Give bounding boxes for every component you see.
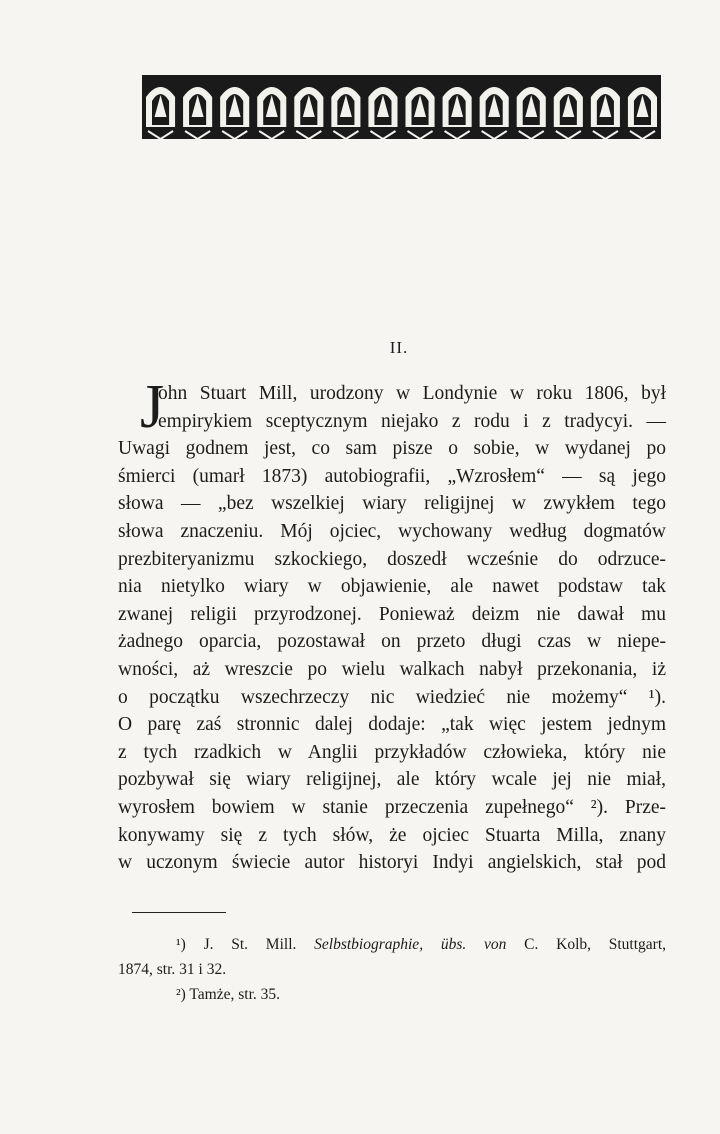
body-line: żadnego oparcia, pozostawał on przeto długi czas w niepe- [118, 631, 666, 653]
footnote-1-continued: 1874, str. 31 i 32. [118, 961, 227, 978]
body-line: zwanej religii przyrodzonej. Ponieważ deizm nie dawał mu [118, 603, 666, 625]
chapter-number: II. [389, 338, 409, 357]
footnote-separator [132, 912, 226, 913]
footnote-publisher: C. Kolb, Stuttgart, [524, 936, 667, 953]
body-line: Uwagi godnem jest, co sam pisze o sobie, w wydanej po [118, 438, 666, 460]
body-line: słowa — „bez wszelkiej wiary religijnej w zwykłem tego [118, 493, 666, 515]
body-line: konywamy się z tych słów, że ojciec Stuarta Milla, znany [118, 824, 666, 846]
body-line: w uczonym świecie autor historyi Indyi angielskich, stał pod [118, 852, 666, 874]
body-line: śmierci (umarł 1873) autobiografii, „Wzrosłem“ — są jego [118, 465, 666, 487]
footnote-1 [118, 932, 666, 957]
footnote-author: J. St. Mill. [203, 936, 297, 953]
body-line: z tych rzadkich w Anglii przykładów człowieka, który nie [118, 741, 666, 763]
body-line: prezbiteryanizmu szkockiego, doszedł wcześnie do odrzuce- [118, 548, 666, 570]
decorative-border-ornament [142, 75, 661, 139]
body-line: ohn Stuart Mill, urodzony w Londynie w roku 1806, był [158, 383, 666, 404]
body-line: O parę zaś stronnic dalej dodaje: „tak więc jestem jednym [118, 714, 666, 736]
footnote-translator-note: übs. von [440, 936, 507, 953]
body-line: empirykiem sceptycznym niejako z rodu i z tradycyi. — [158, 410, 666, 432]
body-line: o początku wszechrzeczy nic wiedzieć nie możemy“ ¹). [118, 686, 666, 708]
body-line: wności, aż wreszcie po wielu walkach nabył przekonania, iż [118, 658, 666, 680]
body-line: słowa znaczeniu. Mój ojciec, wychowany według dogmatów [118, 520, 666, 542]
footnote-text: Tamże, str. 35. [189, 986, 281, 1003]
footnote-marker: ²) [176, 986, 186, 1003]
footnotes [118, 932, 666, 1007]
body-line: nia nietylko wiary w objawienie, ale nawet podstaw tak [118, 576, 666, 598]
footnote-marker: ¹) [176, 936, 186, 953]
body-line: wyrosłem bowiem w stanie przeczenia zupełnego“ ²). Prze- [118, 796, 666, 818]
drop-cap-letter: J [140, 373, 165, 441]
body-text [118, 373, 666, 877]
footnote-title: Selbstbiographie, [314, 936, 424, 953]
body-line: pozbywał się wiary religijnej, ale który wcale jej nie miał, [118, 769, 666, 791]
footnote-2 [118, 982, 666, 1007]
